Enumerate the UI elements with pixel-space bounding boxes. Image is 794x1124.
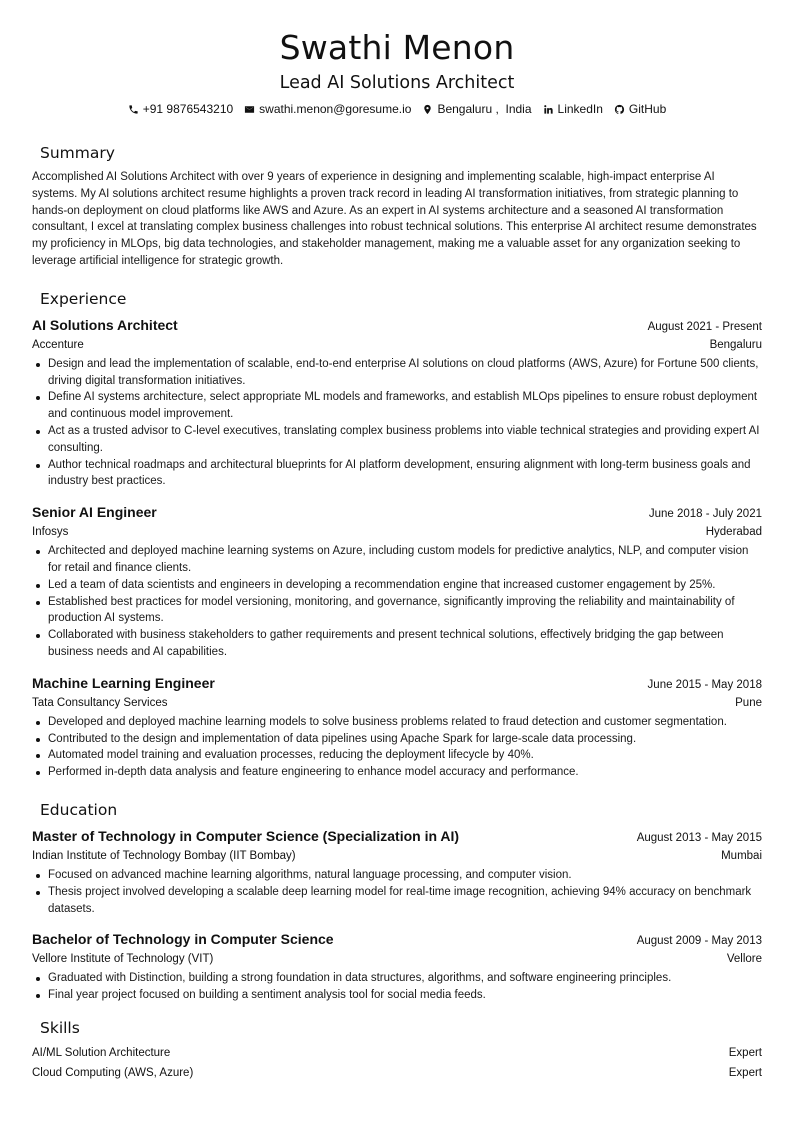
skill-row <box>32 1043 762 1063</box>
institution-location: Vellore <box>726 953 762 966</box>
experience-section <box>32 290 762 781</box>
job-title: Senior AI Engineer <box>32 504 157 521</box>
education-entry <box>32 930 762 1004</box>
candidate-name: Swathi Menon <box>279 28 515 67</box>
degree-bullets <box>32 867 762 917</box>
bullet-item: Developed and deployed machine learning models to solve business problems related to fraud detection and customer segmentation. <box>32 714 762 731</box>
education-section <box>32 801 762 1004</box>
bullet-item: Collaborated with business stakeholders to gather requirements and present technical solutions, effectively bridging the gap between business needs and AI capabilities. <box>32 627 762 661</box>
contact-location <box>422 101 531 117</box>
bullet-item: Architected and deployed machine learning systems on Azure, including custom models for predictive analytics, NLP, and computer vision for retail and finance clients. <box>32 543 762 577</box>
phone-icon <box>128 104 139 115</box>
experience-heading: Experience <box>40 289 127 308</box>
institution-name: Vellore Institute of Technology (VIT) <box>32 953 214 966</box>
email-icon <box>244 104 255 115</box>
experience-entry <box>32 316 762 490</box>
bullet-item: Author technical roadmaps and architectural blueprints for AI platform development, ensuring alignment with long-term business goals and industry best practices. <box>32 457 762 491</box>
summary-heading: Summary <box>40 144 115 162</box>
company-name: Infosys <box>32 526 69 539</box>
job-bullets <box>32 356 762 490</box>
degree-title: Bachelor of Technology in Computer Science <box>32 931 334 948</box>
contact-phone-text: +91 9876543210 <box>142 102 234 116</box>
skill-level: Expert <box>728 1046 762 1059</box>
degree-bullets <box>32 970 762 1004</box>
summary-section <box>32 144 762 270</box>
institution-name: Indian Institute of Technology Bombay (IIT Bombay) <box>32 849 296 862</box>
job-dates: June 2018 - July 2021 <box>648 508 762 521</box>
skill-name: Cloud Computing (AWS, Azure) <box>32 1066 194 1079</box>
education-entry <box>32 827 762 917</box>
contact-github[interactable] <box>614 101 666 117</box>
degree-title: Master of Technology in Computer Science (Specialization in AI) <box>32 827 460 844</box>
contact-location-text: Bengaluru , India <box>437 102 532 116</box>
location-icon <box>422 104 433 115</box>
company-name: Accenture <box>32 338 84 351</box>
job-location: Pune <box>735 696 762 709</box>
bullet-item: Automated model training and evaluation processes, reducing the deployment lifecycle by 40%. <box>32 747 762 764</box>
candidate-role: Lead AI Solutions Architect <box>279 73 515 93</box>
job-location: Bengaluru <box>709 338 762 351</box>
resume-header <box>32 0 762 117</box>
bullet-item: Act as a trusted advisor to C-level executives, translating complex business problems into viable technical strategies and providing expert AI consulting. <box>32 423 762 457</box>
job-bullets <box>32 714 762 781</box>
bullet-item: Contributed to the design and implementation of data pipelines using Apache Spark for large-scale data processing. <box>32 731 762 748</box>
degree-dates: August 2013 - May 2015 <box>636 831 762 844</box>
skills-heading: Skills <box>40 1018 80 1037</box>
contact-linkedin-text: LinkedIn <box>557 102 603 116</box>
company-name: Tata Consultancy Services <box>32 696 168 709</box>
contact-github-text: GitHub <box>628 102 667 116</box>
bullet-item: Led a team of data scientists and engineers in developing a recommendation engine that increased customer engagement by 25%. <box>32 577 762 594</box>
job-bullets <box>32 543 762 661</box>
bullet-item: Define AI systems architecture, select appropriate ML models and frameworks, and establish MLOps pipelines to ensure robust deployment and continuous model improvement. <box>32 389 762 423</box>
contact-linkedin[interactable] <box>543 101 603 117</box>
bullet-item: Focused on advanced machine learning algorithms, natural language processing, and computer vision. <box>32 867 762 884</box>
skill-level: Expert <box>728 1066 762 1079</box>
github-icon <box>614 104 625 115</box>
contact-email[interactable] <box>244 101 411 117</box>
skill-name: AI/ML Solution Architecture <box>32 1046 171 1059</box>
bullet-item: Performed in-depth data analysis and feature engineering to enhance model accuracy and performance. <box>32 764 762 781</box>
contact-phone[interactable] <box>128 101 233 117</box>
job-title: Machine Learning Engineer <box>32 674 215 691</box>
education-heading: Education <box>40 800 118 819</box>
experience-entry <box>32 674 762 781</box>
skills-section <box>32 1019 762 1083</box>
bullet-item: Graduated with Distinction, building a strong foundation in data structures, algorithms, and software engineering principles. <box>32 970 762 987</box>
bullet-item: Established best practices for model versioning, monitoring, and governance, significantly improving the reliability and maintainability of production AI systems. <box>32 594 762 628</box>
institution-location: Mumbai <box>721 849 762 862</box>
job-title: AI Solutions Architect <box>32 316 178 333</box>
contact-bar <box>32 101 762 117</box>
contact-email-text: swathi.menon@goresume.io <box>259 102 412 116</box>
bullet-item: Thesis project involved developing a scalable deep learning model for real-time image recognition, achieving 94% accuracy on benchmark datasets. <box>32 884 762 918</box>
summary-text: Accomplished AI Solutions Architect with over 9 years of experience in designing and implementing scalable, high-impact enterprise AI systems. My AI solutions architect resume highlights a proven track record in leading AI transformation initiatives, from strategic planning to hands-on deployment on cloud platforms like AWS and Azure. As an expert in AI systems architecture and a seasoned AI transformation consultant, I excel at translating complex business challenges into robust technical solutions. This enterprise AI architect resume demonstrates my proficiency in MLOps, big data technologies, and stakeholder management, making me a valuable asset for any organization seeking to leverage artificial intelligence for strategic growth. <box>32 171 757 267</box>
bullet-item: Design and lead the implementation of scalable, end-to-end enterprise AI solutions on cloud platforms (AWS, Azure) for Fortune 500 clients, driving digital transformation initiatives. <box>32 356 762 390</box>
linkedin-icon <box>543 104 554 115</box>
job-location: Hyderabad <box>705 526 762 539</box>
degree-dates: August 2009 - May 2013 <box>636 935 762 948</box>
bullet-item: Final year project focused on building a sentiment analysis tool for social media feeds. <box>32 987 762 1004</box>
skill-row <box>32 1063 762 1083</box>
experience-entry <box>32 503 762 661</box>
job-dates: August 2021 - Present <box>647 320 762 333</box>
job-dates: June 2015 - May 2018 <box>647 678 762 691</box>
